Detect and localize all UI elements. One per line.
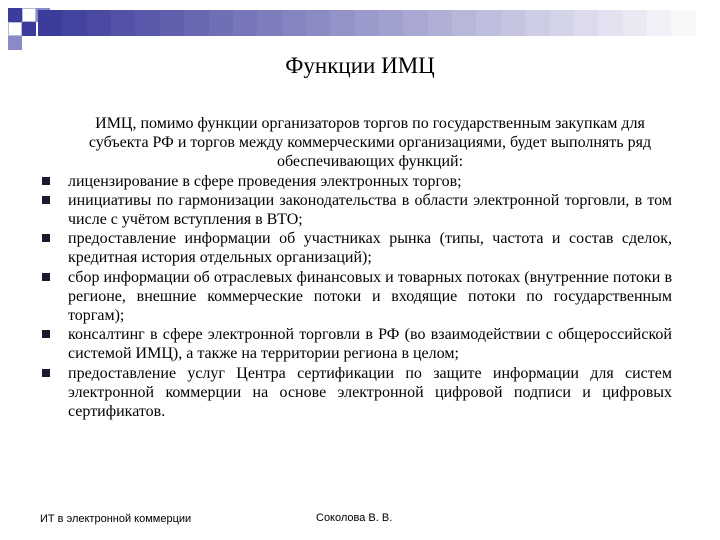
gradient-segment xyxy=(550,10,574,36)
list-item xyxy=(42,229,672,267)
gradient-header-band xyxy=(38,10,720,36)
list-item-text: лицензирование в сфере проведения электронных торгов; xyxy=(68,172,462,190)
list-item-text: предоставление услуг Центра сертификации по защите информации для систем электронной коммерции на основе электронной цифровой подписи и цифровых сертификатов. xyxy=(68,364,672,421)
list-item xyxy=(42,191,672,229)
gradient-segment xyxy=(501,10,525,36)
decor-square-icon xyxy=(8,8,22,22)
bullet-square-icon xyxy=(42,330,50,338)
gradient-segment xyxy=(282,10,306,36)
gradient-segment xyxy=(87,10,111,36)
bullet-square-icon xyxy=(42,234,50,242)
gradient-segment xyxy=(696,10,720,36)
bullet-list xyxy=(42,172,672,422)
decor-square-icon xyxy=(8,36,22,50)
gradient-segment xyxy=(135,10,159,36)
list-item xyxy=(42,268,672,326)
gradient-segment xyxy=(452,10,476,36)
list-item xyxy=(42,325,672,363)
gradient-segment xyxy=(647,10,671,36)
footer-course-title: ИТ в электронной коммерции xyxy=(40,513,192,525)
footer-author: Соколова В. В. xyxy=(316,512,393,524)
gradient-segment xyxy=(38,10,62,36)
list-item-text: предоставление информации об участниках рынка (типы, частота и состав сделок, кредитная история отдельных организаций); xyxy=(68,230,672,267)
list-item-text: инициативы по гармонизации законодательства в области электронной торговли, в том числе с учётом вступления в ВТО; xyxy=(68,191,672,229)
gradient-segment xyxy=(355,10,379,36)
bullet-square-icon xyxy=(42,273,50,281)
bullet-square-icon xyxy=(42,196,50,204)
gradient-segment xyxy=(330,10,354,36)
gradient-segment xyxy=(574,10,598,36)
list-item-text: сбор информации об отраслевых финансовых и товарных потоках (внутренние потоки в регионе, внешние коммерческие потоки и входящие потоки по государственным торгам); xyxy=(68,268,672,325)
gradient-segment xyxy=(623,10,647,36)
gradient-segment xyxy=(209,10,233,36)
decor-square-icon xyxy=(8,22,22,36)
gradient-segment xyxy=(306,10,330,36)
decor-square-icon xyxy=(22,22,36,36)
gradient-segment xyxy=(598,10,622,36)
slide-body xyxy=(42,114,672,421)
gradient-segment xyxy=(525,10,549,36)
gradient-segment xyxy=(62,10,86,36)
intro-paragraph: ИМЦ, помимо функции организаторов торгов по государственным закупкам для субъекта РФ и торгов между коммерческими организациями, будет выполнять ряд обеспечивающих функций: xyxy=(88,115,652,171)
gradient-segment xyxy=(160,10,184,36)
list-item-text: консалтинг в сфере электронной торговли в РФ (во взаимодействии с общероссийской системой ИМЦ), а также на территории региона в целом; xyxy=(68,326,672,363)
gradient-segment xyxy=(233,10,257,36)
gradient-segment xyxy=(111,10,135,36)
slide-title: Функции ИМЦ xyxy=(285,53,435,78)
gradient-segment xyxy=(671,10,695,36)
gradient-segment xyxy=(257,10,281,36)
bullet-square-icon xyxy=(42,369,50,377)
gradient-segment xyxy=(403,10,427,36)
decor-square-icon xyxy=(22,8,36,22)
list-item xyxy=(42,172,672,191)
gradient-segment xyxy=(379,10,403,36)
list-item xyxy=(42,364,672,422)
bullet-square-icon xyxy=(42,177,50,185)
gradient-segment xyxy=(476,10,500,36)
gradient-segment xyxy=(184,10,208,36)
gradient-segment xyxy=(428,10,452,36)
